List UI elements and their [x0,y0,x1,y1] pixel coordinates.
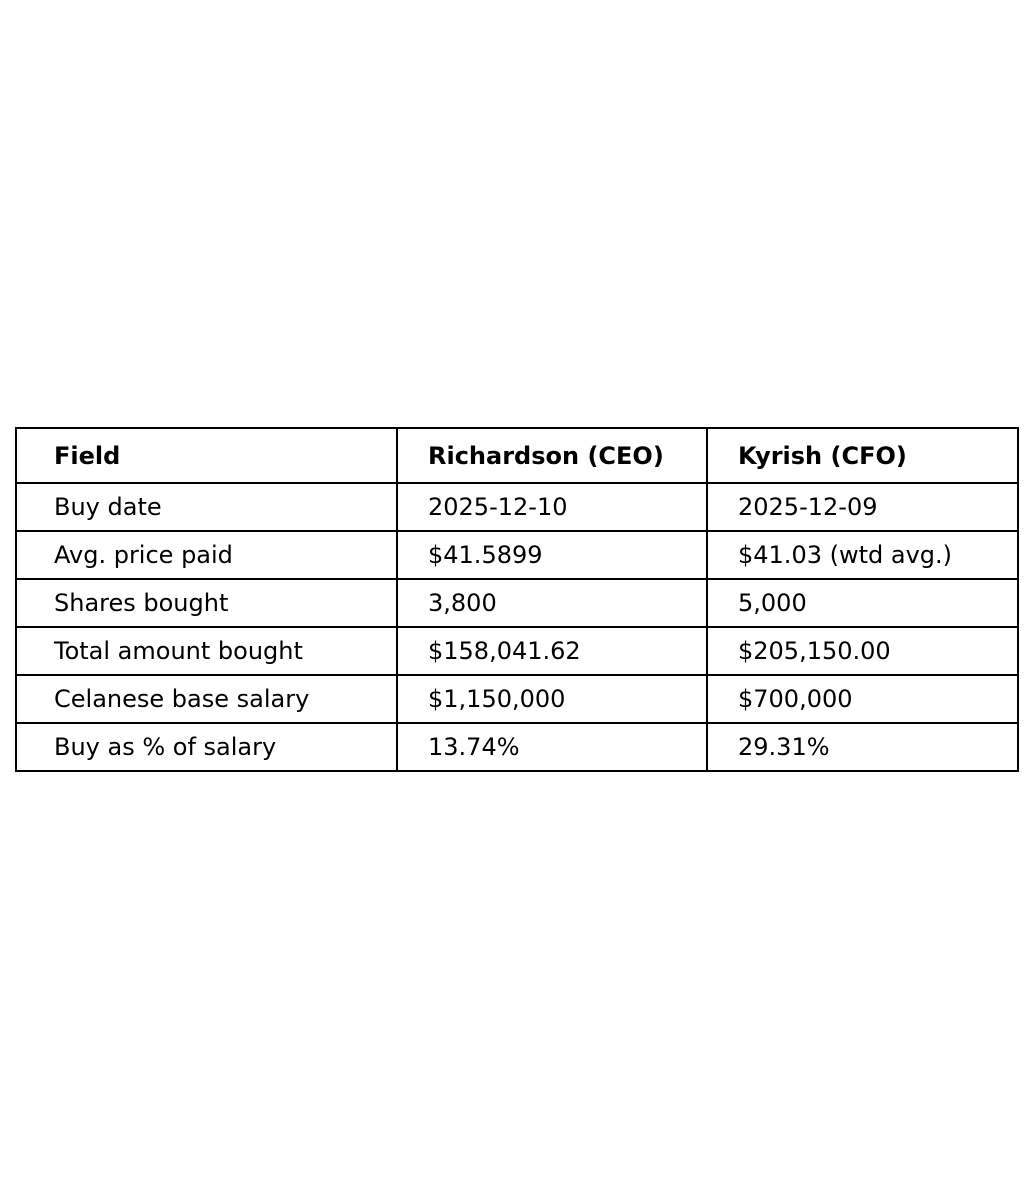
insider-buys-table [15,427,1019,772]
table-row [16,483,1018,531]
row-label-base-salary: Celanese base salary [16,675,397,723]
richardson-buy-date: 2025-12-10 [397,483,707,531]
richardson-avg-price: $41.5899 [397,531,707,579]
richardson-shares-bought: 3,800 [397,579,707,627]
kyrish-avg-price: $41.03 (wtd avg.) [707,531,1018,579]
row-label-total-amount: Total amount bought [16,627,397,675]
header-field: Field [16,428,397,483]
kyrish-shares-bought: 5,000 [707,579,1018,627]
header-richardson-ceo: Richardson (CEO) [397,428,707,483]
richardson-base-salary: $1,150,000 [397,675,707,723]
kyrish-total-amount: $205,150.00 [707,627,1018,675]
header-kyrish-cfo: Kyrish (CFO) [707,428,1018,483]
kyrish-buy-date: 2025-12-09 [707,483,1018,531]
table-row [16,579,1018,627]
row-label-buy-pct-salary: Buy as % of salary [16,723,397,771]
table-row [16,675,1018,723]
richardson-buy-pct-salary: 13.74% [397,723,707,771]
row-label-buy-date: Buy date [16,483,397,531]
row-label-avg-price: Avg. price paid [16,531,397,579]
row-label-shares-bought: Shares bought [16,579,397,627]
richardson-total-amount: $158,041.62 [397,627,707,675]
insider-buys-table-container [15,427,1017,772]
kyrish-base-salary: $700,000 [707,675,1018,723]
table-row [16,627,1018,675]
kyrish-buy-pct-salary: 29.31% [707,723,1018,771]
table-row [16,723,1018,771]
table-header-row [16,428,1018,483]
table-row [16,531,1018,579]
